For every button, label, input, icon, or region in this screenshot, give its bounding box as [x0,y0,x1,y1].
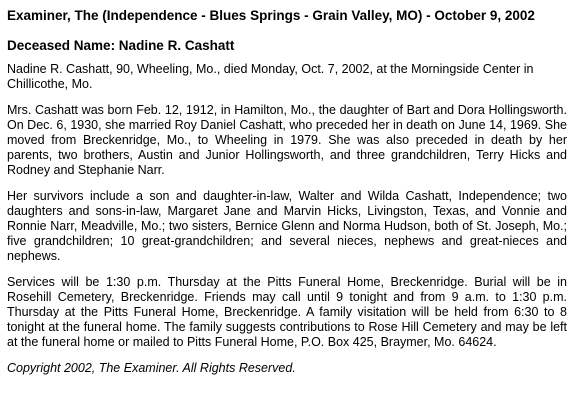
obituary-intro-paragraph: Nadine R. Cashatt, 90, Wheeling, Mo., died Monday, Oct. 7, 2002, at the Morningside Center in Chillicothe, Mo. [7,62,534,91]
copyright-notice: Copyright 2002, The Examiner. All Rights Reserved. [7,361,296,375]
obituary-biography-paragraph: Mrs. Cashatt was born Feb. 12, 1912, in Hamilton, Mo., the daughter of Bart and Dora Hollingsworth. On Dec. 6, 1930, she married Roy Daniel Cashatt, who preceded her in death on June 14, 1969. She moved from Breckenridge, Mo., to Wheeling in 1979. She was also preceded in death by her parents, two brothers, Austin and Junior Hollingsworth, and three grandchildren, Terry Hicks and Rodney and Stephanie Narr. [7,103,567,177]
obituary-survivors-paragraph: Her survivors include a son and daughter-in-law, Walter and Wilda Cashatt, Independence; two daughters and sons-in-law, Margaret Jane and Marvin Hicks, Livingston, Texas, and Vonnie and Ronnie Narr, Meadville, Mo.; two sisters, Bernice Glenn and Norma Hudson, both of St. Joseph, Mo.; five grandchildren; 10 great-grandchildren; and several nieces, nephews and great-nieces and nephews. [7,189,567,263]
deceased-name-heading: Deceased Name: Nadine R. Cashatt [7,38,235,53]
newspaper-headline: Examiner, The (Independence - Blues Springs - Grain Valley, MO) - October 9, 2002 [7,8,535,23]
obituary-services-paragraph: Services will be 1:30 p.m. Thursday at the Pitts Funeral Home, Breckenridge. Burial will be in Rosehill Cemetery, Breckenridge. Friends may call until 9 tonight and from 9 a.m. to 1:30 p.m. Thursday at the Pitts Funeral Home, Breckenridge. A family visitation will be held from 6:30 to 8 tonight at the funeral home. The family suggests contributions to Rose Hill Cemetery and may be left at the funeral home or mailed to Pitts Funeral Home, P.O. Box 425, Braymer, Mo. 64624. [7,275,567,349]
obituary-page [7,0,567,376]
